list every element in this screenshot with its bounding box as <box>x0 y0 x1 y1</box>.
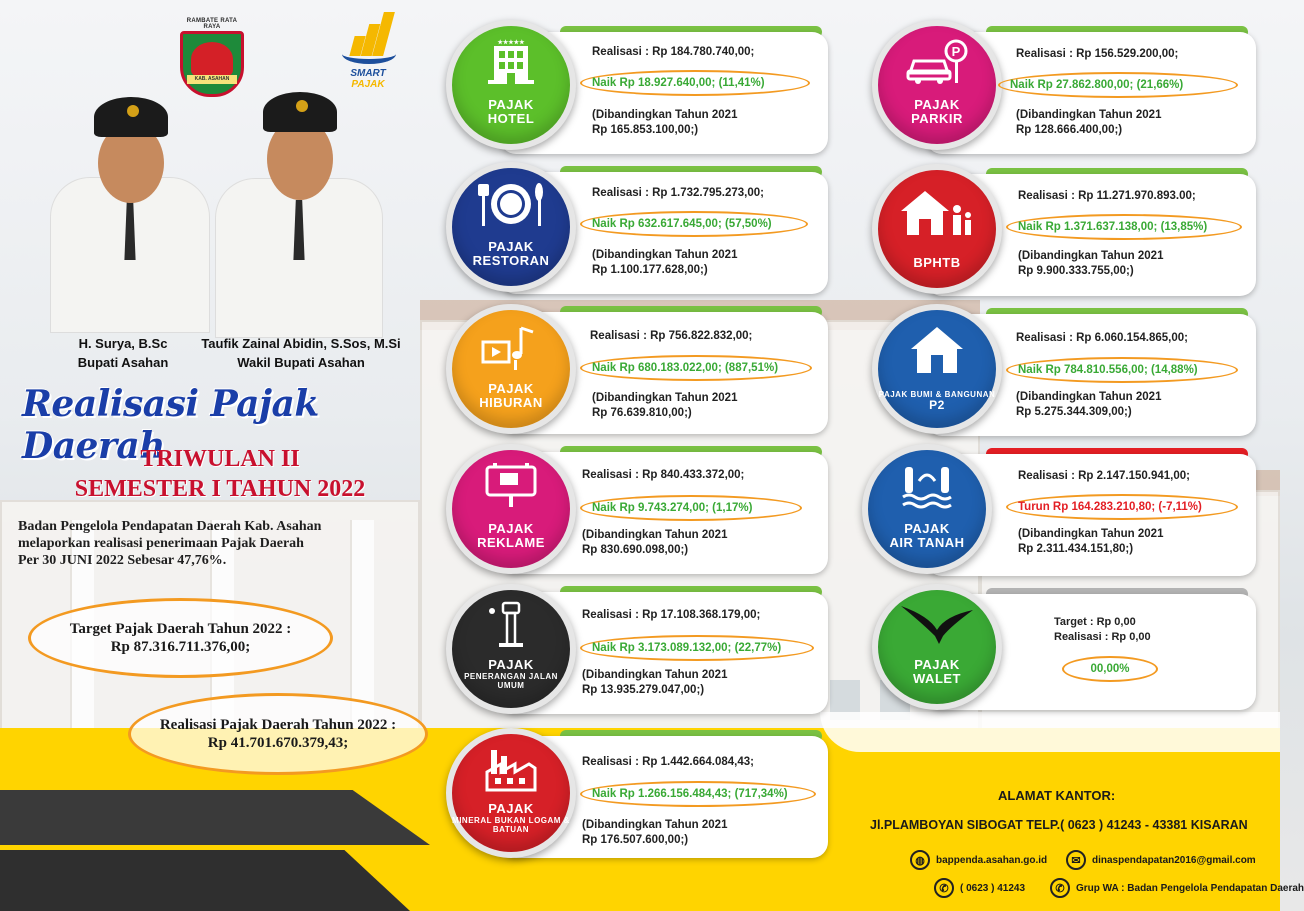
realisasi-label: Realisasi Pajak Daerah Tahun 2022 : <box>159 717 397 733</box>
increase-oval: Naik Rp 632.617.645,00; (57,50%) <box>580 211 808 237</box>
increase-oval: Naik Rp 9.743.274,00; (1,17%) <box>580 495 802 521</box>
parkir-badge: P PAJAK PARKIR <box>872 20 1002 150</box>
phone-text: ( 0623 ) 41243 <box>960 882 1026 894</box>
official-caption-bupati <box>58 336 188 370</box>
increase-oval: Naik Rp 1.371.637.138,00; (13,85%) <box>1006 214 1242 240</box>
penerangan-badge: PAJAK PENERANGAN JALAN UMUM <box>446 584 576 714</box>
target-value: Rp 87.316.711.376,00; <box>110 639 251 655</box>
regency-logo-band: RAMBATE RATA RAYA <box>186 18 238 30</box>
increase-oval: Naik Rp 27.862.800,00; (21,66%) <box>998 72 1238 98</box>
walet-realisasi: Realisasi : Rp 0,00 <box>1054 631 1151 643</box>
tax-card-walet <box>866 582 1256 712</box>
increase-oval: Naik Rp 1.266.156.484,43; (717,34%) <box>580 781 816 807</box>
whatsapp-contact[interactable] <box>1050 878 1304 898</box>
factory-icon <box>452 734 570 802</box>
comparison-text: (Dibandingkan Tahun 2021 Rp 128.666.400,00;) <box>1016 109 1162 136</box>
subtitle-quarter: TRIWULAN II <box>140 446 300 472</box>
pbb-badge: PAJAK BUMI & BANGUNAN P2 <box>872 304 1002 434</box>
office-address: Jl.PLAMBOYAN SIBOGAT TELP.( 0623 ) 41243 - 43381 KISARAN <box>870 818 1248 832</box>
mineral-badge: PAJAK MINERAL BUKAN LOGAM & BATUAN <box>446 728 576 858</box>
subtitle-semester: SEMESTER I TAHUN 2022 <box>74 476 366 502</box>
realisasi-text: Realisasi : Rp 184.780.740,00; <box>592 46 755 58</box>
globe-icon: ◍ <box>910 850 930 870</box>
tax-card-restoran <box>440 160 830 295</box>
office-title: ALAMAT KANTOR: <box>998 788 1116 803</box>
walet-target: Target : Rp 0,00 <box>1054 616 1136 628</box>
tax-card-parkir <box>866 20 1256 155</box>
realisasi-total-oval <box>128 693 428 775</box>
tax-card-reklame <box>440 440 830 575</box>
increase-oval: Naik Rp 3.173.089.132,00; (22,77%) <box>580 635 814 661</box>
realisasi-text: Realisasi : Rp 756.822.832,00; <box>590 330 753 342</box>
walet-percent-oval: 00,00% <box>1062 656 1158 682</box>
tax-card-pbb <box>866 302 1256 437</box>
tax-card-air-tanah <box>856 442 1256 577</box>
realisasi-text: Realisasi : Rp 1.442.664.084,43; <box>582 756 754 768</box>
comparison-text: (Dibandingkan Tahun 2021 Rp 9.900.333.755,00;) <box>1018 250 1164 277</box>
parking-car-icon <box>878 26 996 98</box>
realisasi-text: Realisasi : Rp 840.433.372,00; <box>582 469 745 481</box>
water-well-icon <box>868 450 986 522</box>
street-lamp-icon <box>452 590 570 658</box>
walet-badge: PAJAK WALET <box>872 584 1002 710</box>
tax-card-hiburan <box>440 300 830 435</box>
official-role: Wakil Bupati Asahan <box>237 355 365 370</box>
house-family-icon <box>878 170 996 256</box>
email-text: dinaspendapatan2016@gmail.com <box>1092 854 1256 866</box>
official-role: Bupati Asahan <box>77 355 169 370</box>
bar-chart-logo-icon <box>338 10 398 68</box>
report-line: melaporkan realisasi penerimaan Pajak Daerah <box>18 536 304 551</box>
smart-pajak-logo <box>333 10 403 92</box>
comparison-text: (Dibandingkan Tahun 2021 Rp 176.507.600,00;) <box>582 819 728 846</box>
whatsapp-text: Grup WA : Badan Pengelola Pendapatan Daerah <box>1076 882 1304 894</box>
tax-card-penerangan <box>440 580 830 715</box>
house-icon <box>878 310 996 390</box>
realisasi-text: Realisasi : Rp 17.108.368.179,00; <box>582 609 761 621</box>
email-contact[interactable] <box>1066 850 1256 870</box>
realisasi-text: Realisasi : Rp 11.271.970.893.00; <box>1018 190 1196 202</box>
mail-icon: ✉ <box>1066 850 1086 870</box>
swallow-bird-icon <box>878 590 996 658</box>
increase-oval: Naik Rp 784.810.556,00; (14,88%) <box>1006 357 1238 383</box>
regency-logo-ribbon: KAB. ASAHAN <box>187 75 237 84</box>
official-caption-wakil <box>196 336 406 370</box>
page-title: Realisasi Pajak Daerah <box>22 383 319 467</box>
increase-oval: Naik Rp 18.927.640,00; (11,41%) <box>580 70 810 96</box>
svg-text:P: P <box>951 44 961 59</box>
billboard-icon <box>452 450 570 522</box>
realisasi-text: Realisasi : Rp 6.060.154.865,00; <box>1016 332 1188 344</box>
restoran-badge: PAJAK RESTORAN <box>446 162 576 292</box>
comparison-text: (Dibandingkan Tahun 2021 Rp 13.935.279.047,00;) <box>582 669 728 696</box>
comparison-text: (Dibandingkan Tahun 2021 Rp 165.853.100,00;) <box>592 109 738 136</box>
increase-oval: Naik Rp 680.183.022,00; (887,51%) <box>580 355 812 381</box>
tax-card-bphtb <box>866 162 1256 297</box>
footer-wave <box>820 712 1280 752</box>
footer-dark-band <box>0 850 410 911</box>
official-photo-wakil-bupati <box>215 88 383 338</box>
comparison-text: (Dibandingkan Tahun 2021 Rp 2.311.434.151,80;) <box>1018 528 1164 555</box>
report-statement <box>18 518 418 569</box>
air-tanah-badge: PAJAK AIR TANAH <box>862 444 992 574</box>
report-line: Badan Pengelola Pendapatan Daerah Kab. Asahan <box>18 519 322 534</box>
website-text: bappenda.asahan.go.id <box>936 854 1048 866</box>
comparison-text: (Dibandingkan Tahun 2021 Rp 76.639.810,00;) <box>592 392 738 419</box>
tax-card-hotel <box>440 20 830 155</box>
official-photo-bupati <box>50 95 210 333</box>
realisasi-text: Realisasi : Rp 2.147.150.941,00; <box>1018 470 1190 482</box>
svg-text:★★★★★: ★★★★★ <box>497 40 525 46</box>
smart-pajak-logo-text: SMART PAJAK <box>350 68 386 90</box>
website-contact[interactable] <box>910 850 1047 870</box>
target-label: Target Pajak Daerah Tahun 2022 : <box>69 621 292 637</box>
reklame-badge: PAJAK REKLAME <box>446 444 576 574</box>
hiburan-badge: PAJAK HIBURAN <box>446 304 576 434</box>
phone-contact[interactable] <box>934 878 1025 898</box>
target-total-oval <box>28 598 333 678</box>
realisasi-text: Realisasi : Rp 156.529.200,00; <box>1016 48 1179 60</box>
official-name: H. Surya, B.Sc <box>78 336 168 351</box>
plate-cutlery-icon <box>452 168 570 240</box>
decrease-oval: Turun Rp 164.283.210,80; (-7,11%) <box>1006 494 1238 520</box>
whatsapp-icon: ✆ <box>1050 878 1070 898</box>
music-note-icon <box>452 310 570 382</box>
comparison-text: (Dibandingkan Tahun 2021 Rp 5.275.344.309,00;) <box>1016 391 1162 418</box>
bphtb-badge: BPHTB <box>872 164 1002 294</box>
realisasi-value: Rp 41.701.670.379,43; <box>207 735 349 751</box>
regency-logo <box>178 18 246 96</box>
report-line: Per 30 JUNI 2022 Sebesar 47,76%. <box>18 553 227 568</box>
realisasi-text: Realisasi : Rp 1.732.795.273,00; <box>592 187 764 199</box>
hotel-icon <box>452 26 570 98</box>
official-name: Taufik Zainal Abidin, S.Sos, M.Si <box>201 336 401 351</box>
phone-icon: ✆ <box>934 878 954 898</box>
comparison-text: (Dibandingkan Tahun 2021 Rp 830.690.098,00;) <box>582 529 728 556</box>
hotel-badge: ★★★★★ PAJAK HOTEL <box>446 20 576 150</box>
tax-card-mineral <box>440 724 830 859</box>
comparison-text: (Dibandingkan Tahun 2021 Rp 1.100.177.628,00;) <box>592 249 738 276</box>
